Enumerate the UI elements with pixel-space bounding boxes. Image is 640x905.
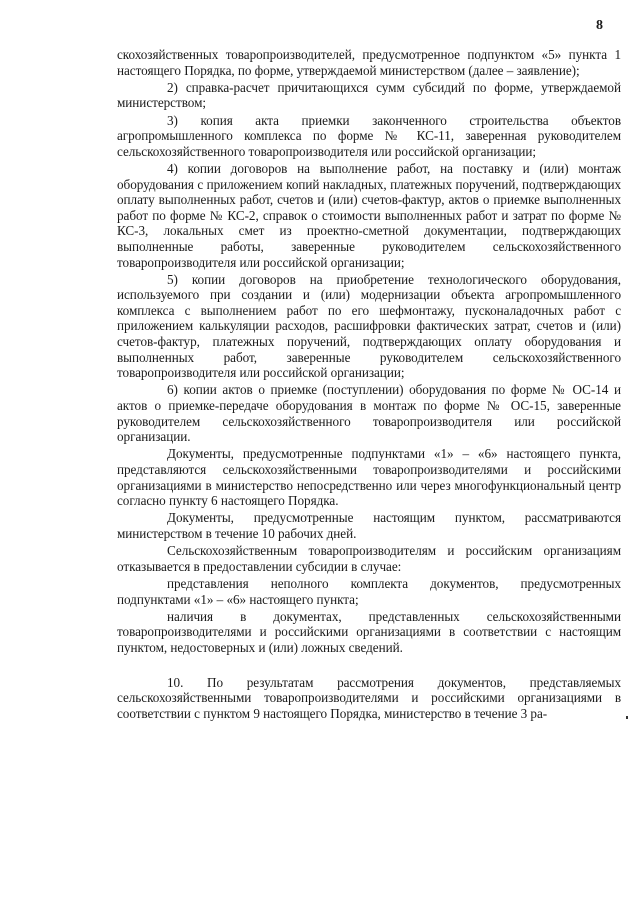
paragraph-refusal-false-info: наличия в документах, представленных сельскохозяйственными товаропроизводителями и российскими организациями в соответствии с настоящим пунктом, недостоверных и (или) ложных сведений. [117, 608, 621, 655]
paragraph-section-10: 10. По результатам рассмотрения документов, представляемых сельскохозяйственными товаропроизводителями и российскими организациями в соответствии с пунктом 9 настоящего Порядка, министерство в течение 3 ра- [117, 674, 621, 721]
paragraph-refusal-incomplete: представления неполного комплекта документов, предусмотренных подпунктами «1» – «6» настоящего пункта; [117, 575, 621, 607]
paragraph-refusal-intro: Сельскохозяйственным товаропроизводителям и российским организациям отказывается в предоставлении субсидии в случае: [117, 543, 621, 574]
document-body [117, 47, 621, 723]
paragraph-item-3: 3) копия акта приемки законченного строительства объектов агропромышленного комплекса по форме № КС-11, заверенная руководителем сельскохозяйственного товаропроизводителя или российской организации; [117, 112, 621, 159]
page-number: 8 [596, 18, 603, 33]
paragraph-submission: Документы, предусмотренные подпунктами «1» – «6» настоящего пункта, представляются сельскохозяйственными товаропроизводителями и российскими организациями в министерство непосредственно или через многофункциональный центр согласно пункту 6 настоящего Порядка. [117, 446, 621, 509]
paragraph-item-5: 5) копии договоров на приобретение технологического оборудования, используемого при создании и (или) модернизации объекта агропромышленного комплекса с выполнением работ по его шефмонтажу, пусконаладочных работ с приложением калькуляции расходов, расшифровки фактических затрат, счетов и (или) счетов-фактур, платежных поручений, подтверждающих оплату оборудования и выполненных работ, заверенные руководителем сельскохозяйственного товаропроизводителя или российской организации; [117, 271, 621, 381]
paragraph-continuation: скохозяйственных товаропроизводителей, предусмотренное подпунктом «5» пункта 1 настоящего Порядка, по форме, утверждаемой министерством (далее – заявление); [117, 47, 621, 78]
paragraph-item-2: 2) справка-расчет причитающихся сумм субсидий по форме, утверждаемой министерством; [117, 79, 621, 111]
paragraph-item-4: 4) копии договоров на выполнение работ, на поставку и (или) монтаж оборудования с приложением копий накладных, платежных поручений, подтверждающих оплату выполненных работ, счетов и (или) счетов-фактур, актов о приемке выполненных работ по форме № КС-2, справок о стоимости выполненных работ и затрат по форме № КС-3, локальных смет из проектно-сметной документации, подтверждающих выполненные работы, заверенные руководителем сельскохозяйственного товаропроизводителя или российской организации; [117, 160, 621, 270]
margin-mark [626, 716, 628, 719]
paragraph-review-period: Документы, предусмотренные настоящим пунктом, рассматриваются министерством в течение 10 рабочих дней. [117, 510, 621, 541]
paragraph-item-6: 6) копии актов о приемке (поступлении) оборудования по форме № ОС-14 и актов о приемке-передаче оборудования в монтаж по форме № ОС-15, заверенные руководителем сельскохозяйственного товаропроизводителя или российской организации. [117, 382, 621, 445]
